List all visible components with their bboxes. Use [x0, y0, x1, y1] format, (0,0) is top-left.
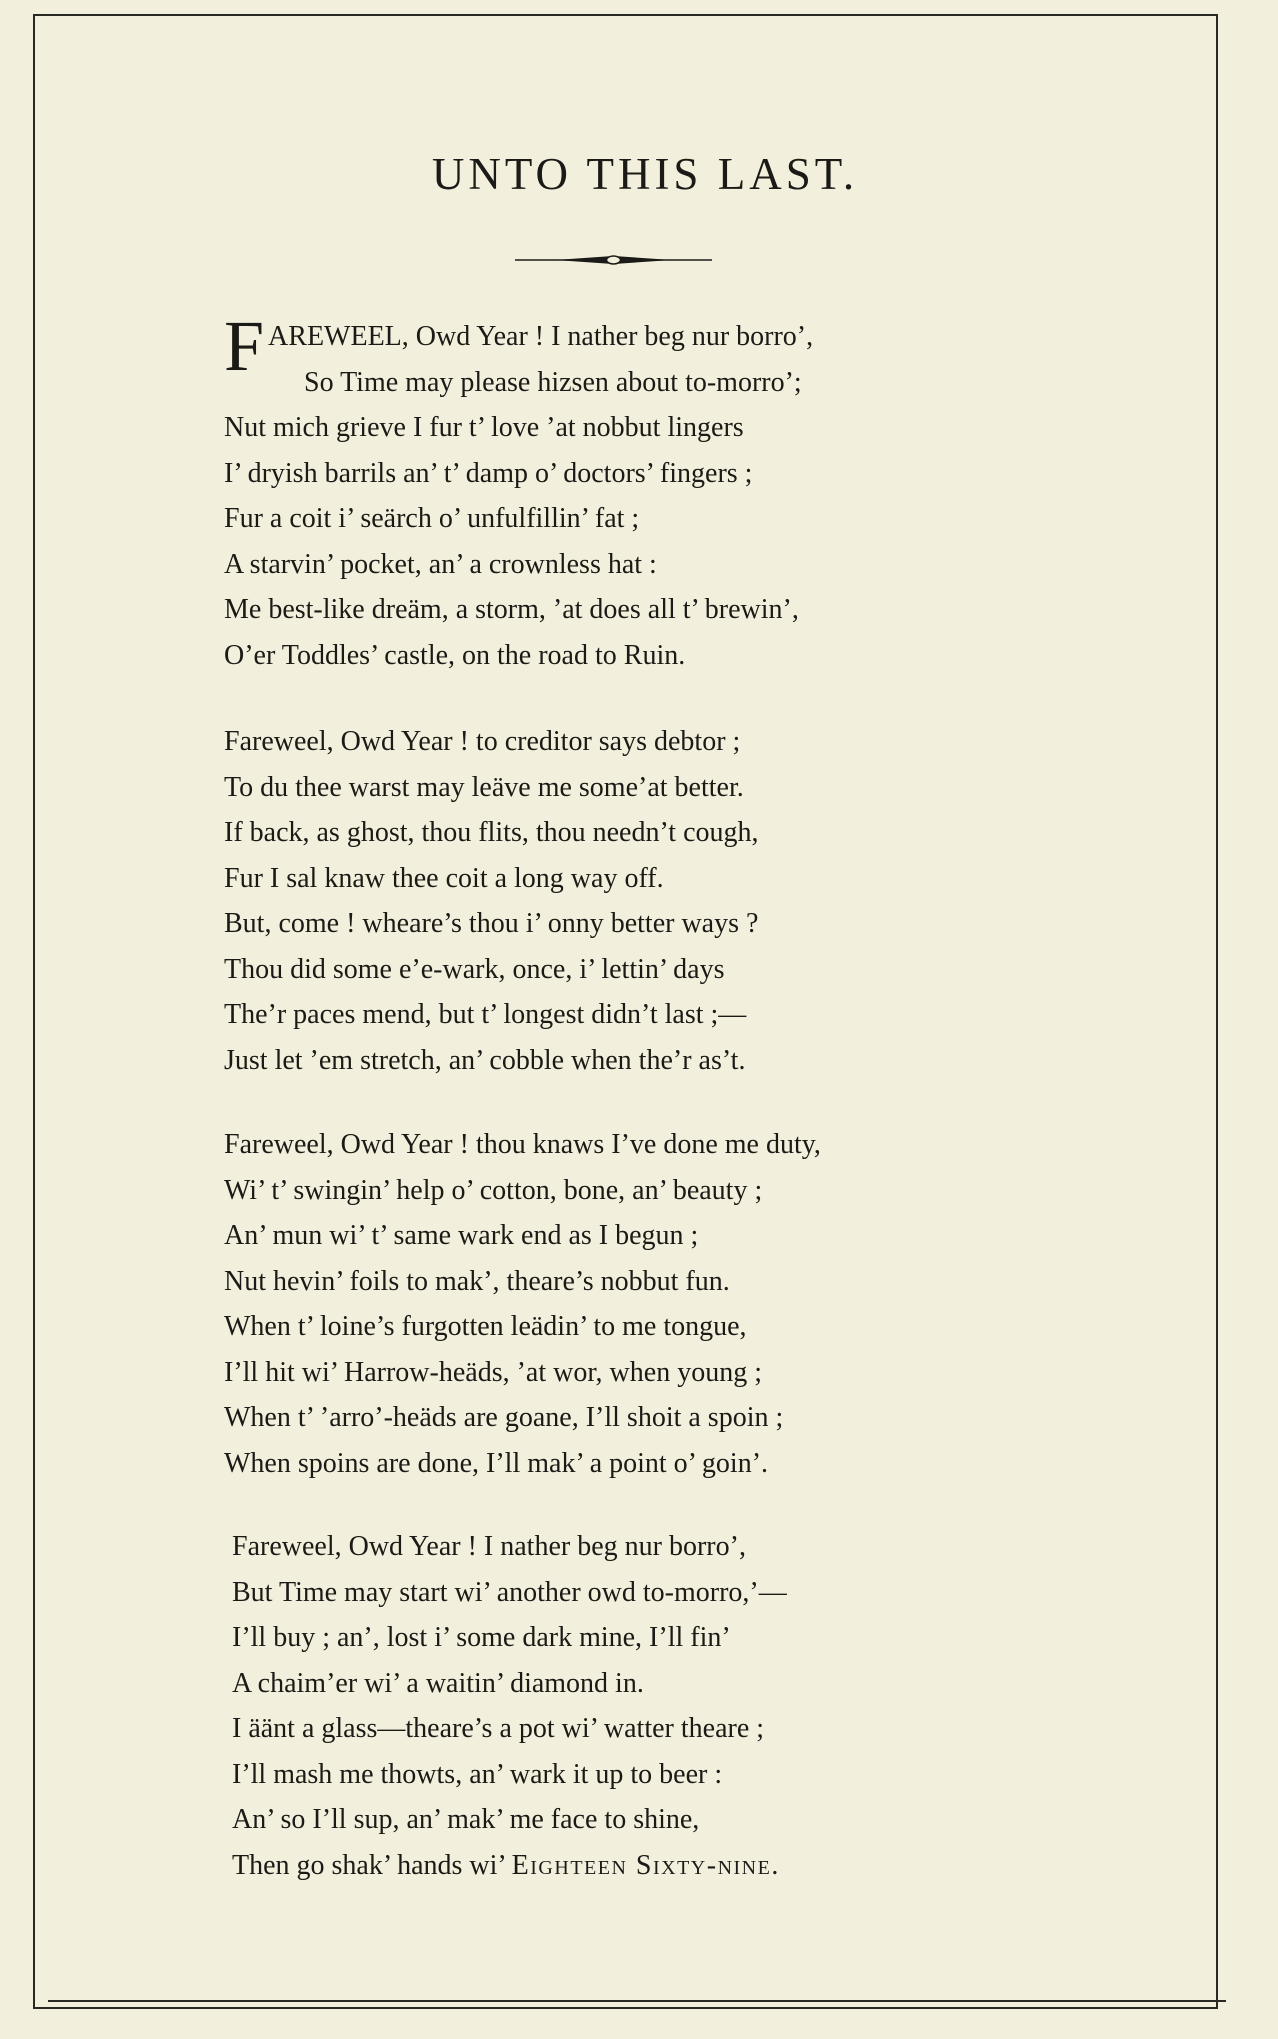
poem-line: Fareweel, Owd Year ! I nather beg nur borro’, [232, 1531, 746, 1562]
poem-line: Wi’ t’ swingin’ help o’ cotton, bone, an’ beauty ; [224, 1174, 763, 1206]
poem-line: If back, as ghost, thou flits, thou needn’t cough, [224, 817, 759, 848]
poem-line: I äänt a glass—theare’s a pot wi’ watter theare ; [232, 1713, 765, 1744]
poem-line: Thou did some e’e-wark, once, i’ lettin’ days [224, 953, 725, 985]
poem-line: A chaim’er wi’ a waitin’ diamond in. [232, 1667, 644, 1699]
poem-line: Fur I sal knaw thee coit a long way off. [224, 862, 664, 894]
stanza-3 [224, 1122, 1044, 1486]
poem-line [232, 1843, 1052, 1889]
drop-cap: F [224, 306, 265, 386]
poem-line: An’ mun wi’ t’ same wark end as I begun ; [224, 1220, 699, 1251]
poem-line: The’r paces mend, but t’ longest didn’t last ;— [224, 999, 747, 1030]
poem-line: An’ so I’ll sup, an’ mak’ me face to shine, [232, 1804, 700, 1835]
poem-line: When t’ ’arro’-heäds are goane, I’ll shoit a spoin ; [224, 1402, 784, 1433]
poem-line: A starvin’ pocket, an’ a crownless hat : [224, 548, 657, 580]
poem-line: Me best-like dreäm, a storm, ’at does all t’ brewin’, [224, 594, 799, 625]
poem-line: Nut mich grieve I fur t’ love ’at nobbut lingers [224, 412, 744, 443]
poem-line: Fareweel, Owd Year ! thou knaws I’ve done me duty, [224, 1129, 821, 1160]
poem-line: When spoins are done, I’ll mak’ a point o’ goin’. [224, 1447, 769, 1479]
poem-line: I’ dryish barrils an’ t’ damp o’ doctors’ fingers ; [224, 457, 753, 489]
poem-line: When t’ loine’s furgotten leädin’ to me tongue, [224, 1311, 747, 1342]
poem-line: But, come ! wheare’s thou i’ onny better ways ? [224, 908, 759, 939]
stanza-1 [224, 306, 1044, 678]
poem-line: Nut hevin’ foils to mak’, theare’s nobbut fun. [224, 1265, 730, 1297]
poem-line: Fur a coit i’ seärch o’ unfulfillin’ fat ; [224, 503, 640, 534]
bottom-rule [48, 2000, 1226, 2002]
line-text: AREWEEL, Owd Year ! I nather beg nur borro’, [268, 321, 814, 352]
line-smallcaps-text: Eighteen Sixty-nine. [511, 1849, 780, 1881]
stanza-2 [224, 719, 1044, 1083]
poem-line: Fareweel, Owd Year ! to creditor says debtor ; [224, 726, 741, 757]
poem-line: O’er Toddles’ castle, on the road to Ruin. [224, 639, 686, 671]
poem-line: I’ll buy ; an’, lost i’ some dark mine, I’ll fin’ [232, 1622, 731, 1653]
poem-line: So Time may please hizsen about to-morro’; [304, 366, 802, 398]
poem-title: UNTO THIS LAST. [431, 149, 859, 199]
poem-line: I’ll mash me thowts, an’ wark it up to beer : [232, 1758, 723, 1790]
ornament-divider [515, 254, 712, 266]
poem-line: To du thee warst may leäve me some’at better. [224, 771, 744, 803]
poem-line: Just let ’em stretch, an’ cobble when the’r as’t. [224, 1044, 746, 1076]
poem-line: But Time may start wi’ another owd to-morro,’— [232, 1576, 787, 1608]
line-text: Then go shak’ hands wi’ [232, 1849, 505, 1881]
poem-line: I’ll hit wi’ Harrow-heäds, ’at wor, when young ; [224, 1356, 762, 1388]
stanza-4 [232, 1524, 1052, 1888]
